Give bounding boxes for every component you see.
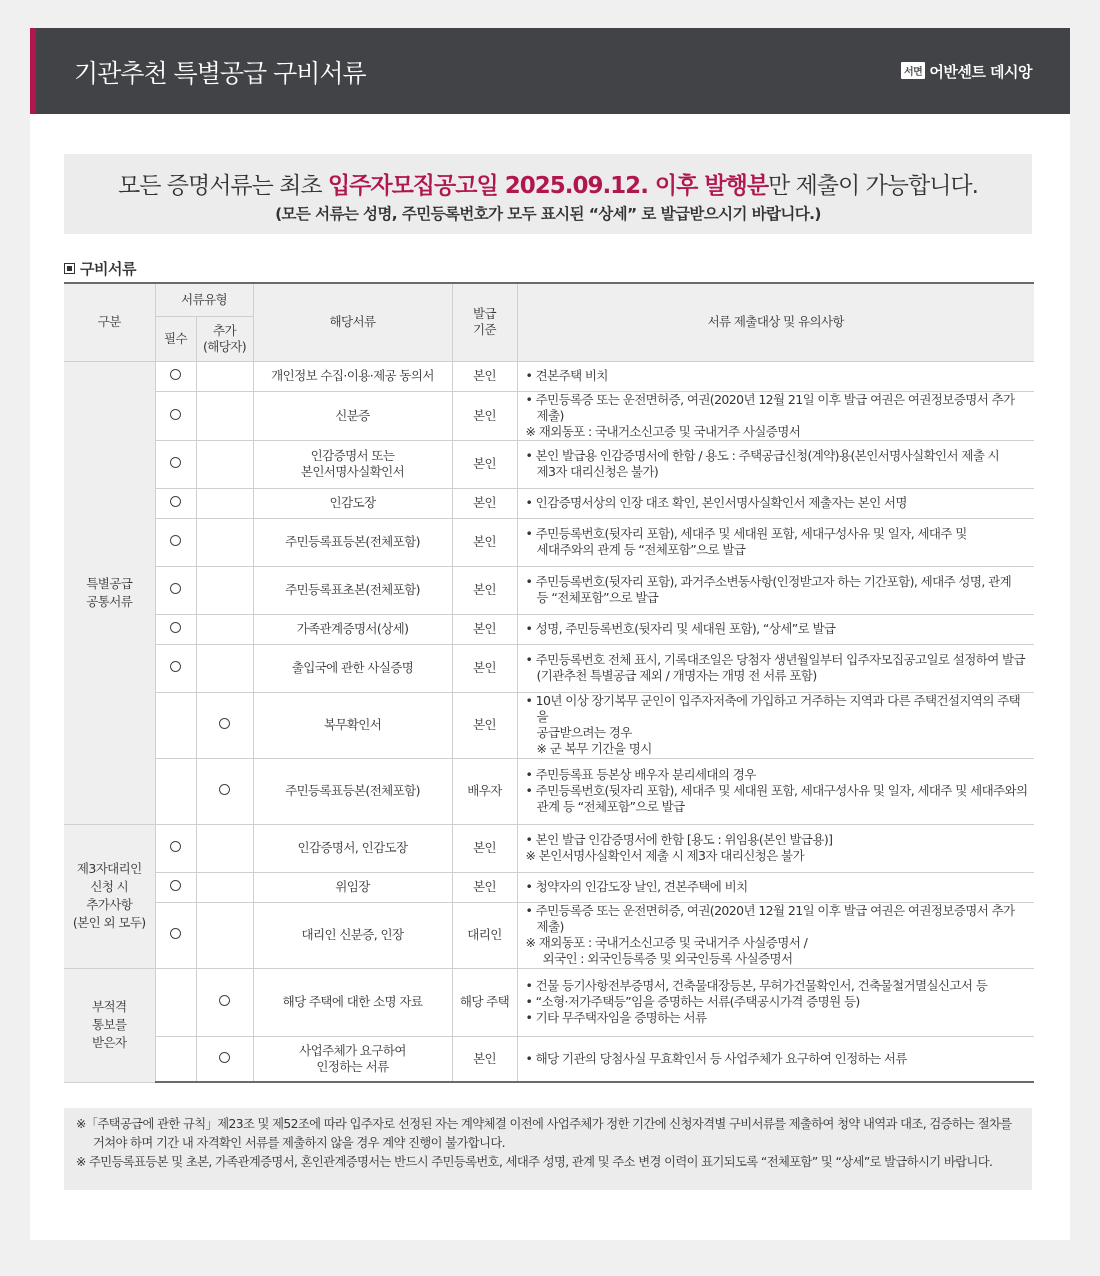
note-line: • 인감증명서상의 인장 대조 확인, 본인서명사실확인서 제출자는 본인 서명 [525, 495, 907, 510]
notes-cell [517, 361, 1034, 391]
issue-basis: 본인 [452, 488, 517, 518]
header-required: 필수 [155, 316, 196, 361]
document-name-line: 인감도장 [329, 495, 376, 510]
note-line: • 해당 기관의 당첨사실 무효확인서 등 사업주체가 요구하여 인정하는 서류 [525, 1050, 907, 1066]
document-name-line: 가족관계증명서(상세) [296, 621, 409, 636]
additional-mark [196, 614, 253, 644]
header-category: 구분 [64, 283, 155, 361]
section-title-text: 구비서류 [80, 260, 136, 278]
document-name-line: 신분증 [335, 407, 370, 423]
required-mark [155, 824, 196, 872]
note-line: 공급받으려는 경우 [536, 725, 632, 740]
notes-cell [517, 1036, 1034, 1082]
header-additional-l2: (해당자) [203, 338, 246, 354]
document-name [253, 1036, 452, 1082]
document-name-line: 사업주체가 요구하여 [299, 1042, 406, 1058]
circle-icon [170, 409, 181, 420]
document-name [253, 391, 452, 440]
footer-notes [64, 1108, 1032, 1190]
circle-icon [219, 718, 230, 729]
issue-basis: 본인 [452, 391, 517, 440]
required-mark [155, 644, 196, 692]
additional-mark [196, 644, 253, 692]
document-name-line: 출입국에 관한 사실증명 [291, 660, 414, 675]
required-mark [155, 614, 196, 644]
required-mark [155, 518, 196, 566]
notes-cell [517, 440, 1034, 488]
document-name [253, 968, 452, 1036]
header-issuer-l2: 기준 [473, 322, 496, 338]
circle-icon [219, 784, 230, 795]
circle-icon [170, 369, 181, 380]
additional-mark [196, 902, 253, 968]
issue-basis: 본인 [452, 692, 517, 758]
category-ineligible [64, 968, 155, 1082]
note-line: • 청약자의 인감도장 날인, 견본주택에 비치 [525, 879, 748, 894]
additional-mark [196, 361, 253, 391]
note-line: • 본인 발급 인감증명서에 한함 [용도 : 위임용(본인 발급용)] [525, 832, 833, 847]
category-label-line: 통보를 [92, 1017, 127, 1032]
category-label-line: 공통서류 [86, 593, 133, 609]
category-label-line: 신청 시 [90, 879, 129, 894]
page-card [30, 28, 1070, 1240]
circle-icon [219, 995, 230, 1006]
page-title: 기관추천 특별공급 구비서류 [74, 59, 366, 88]
document-name [253, 902, 452, 968]
document-name-line: 주민등록표등본(전체포함) [285, 534, 420, 549]
required-mark [155, 968, 196, 1036]
category-label-line: 받은자 [92, 1035, 127, 1050]
issue-basis: 본인 [452, 518, 517, 566]
notes-cell [517, 968, 1034, 1036]
note-line: • 주민등록번호(뒷자리 포함), 과거주소변동사항(인정받고자 하는 기간포함), 세대주 성명, 관계 [525, 574, 1012, 589]
document-name-line: 인정하는 서류 [316, 1058, 389, 1074]
circle-icon [170, 535, 181, 546]
additional-mark [196, 566, 253, 614]
header-issuer [452, 283, 517, 361]
note-line: • 주민등록증 또는 운전면허증, 여권(2020년 12월 21일 이후 발급 여권은 여권정보증명서 추가 제출) [525, 391, 1015, 423]
documents-table [64, 282, 1034, 1083]
circle-icon [170, 457, 181, 468]
additional-mark [196, 968, 253, 1036]
additional-mark [196, 440, 253, 488]
issue-basis: 배우자 [452, 758, 517, 824]
category-proxy [64, 824, 155, 968]
notice-text-post: 만 제출이 가능합니다. [768, 173, 978, 199]
document-name [253, 692, 452, 758]
notes-cell [517, 872, 1034, 902]
square-bullet-icon [64, 263, 75, 274]
required-mark [155, 566, 196, 614]
document-name [253, 566, 452, 614]
circle-icon [170, 496, 181, 507]
note-line: • 성명, 주민등록번호(뒷자리 및 세대원 포함), “상세”로 발급 [525, 621, 836, 636]
note-line: • “소형·저가주택등”임을 증명하는 서류(주택공시가격 증명원 등) [525, 994, 860, 1009]
note-line: • 주민등록번호(뒷자리 포함), 세대주 및 세대원 포함, 세대구성사유 및 일자, 세대주 및 세대주와의 [525, 783, 1028, 798]
document-name [253, 614, 452, 644]
document-name-line: 인감증명서, 인감도장 [297, 840, 408, 855]
required-mark [155, 361, 196, 391]
note-line: ※ 재외동포 : 국내거소신고증 및 국내거주 사실증명서 [525, 423, 801, 439]
required-mark [155, 391, 196, 440]
brand-logo [901, 61, 1032, 82]
footer-note-2: ※ 주민등록표등본 및 초본, 가족관계증명서, 혼인관계증명서는 반드시 주민등록번호, 세대주 성명, 관계 및 주소 변경 이력이 표기되도록 “전체포함” 및 “상세”로 발급하시기 바랍니다. [76, 1155, 993, 1169]
document-name-line: 인감증명서 또는 [310, 448, 395, 463]
footer-note-1: ※「주택공급에 관한 규칙」제23조 및 제52조에 따라 입주자로 선정된 자는 계약체결 이전에 사업주체가 정한 기간에 신청자격별 구비서류를 제출하여 청약 내역과 대조, 검증하는 절차를 거쳐야 하며 기간 내 자격확인 서류를 제출하지 않을 경우 계약 진행이 불가합니다. [76, 1117, 1012, 1150]
note-line: • 주민등록표 등본상 배우자 분리세대의 경우 [525, 767, 756, 782]
notes-cell [517, 644, 1034, 692]
document-name-line: 위임장 [335, 879, 370, 894]
note-line: (기관추천 특별공급 제외 / 개명자는 개명 전 서류 포함) [536, 668, 817, 683]
additional-mark [196, 1036, 253, 1082]
document-name-line: 복무확인서 [323, 717, 382, 732]
document-name [253, 758, 452, 824]
header-notes: 서류 제출대상 및 유의사항 [517, 283, 1034, 361]
issue-basis: 해당 주택 [452, 968, 517, 1036]
document-name [253, 644, 452, 692]
document-name-line: 대리인 신분증, 인장 [301, 927, 404, 942]
note-line: • 주민등록번호(뒷자리 포함), 세대주 및 세대원 포함, 세대구성사유 및 일자, 세대주 및 [525, 526, 967, 541]
category-label-line: 특별공급 [86, 575, 133, 591]
required-mark [155, 902, 196, 968]
header-additional [196, 316, 253, 361]
notes-cell [517, 518, 1034, 566]
note-line: • 본인 발급용 인감증명서에 한함 / 용도 : 주택공급신청(계약)용(본인서명사실확인서 제출 시 [525, 448, 1000, 463]
required-mark [155, 1036, 196, 1082]
document-name [253, 872, 452, 902]
issue-basis: 대리인 [452, 902, 517, 968]
additional-mark [196, 872, 253, 902]
notes-cell [517, 692, 1034, 758]
notes-cell [517, 391, 1034, 440]
document-name [253, 361, 452, 391]
document-name [253, 518, 452, 566]
circle-icon [170, 880, 181, 891]
notes-cell [517, 758, 1034, 824]
header-doc-type: 서류유형 [155, 283, 253, 316]
issue-basis: 본인 [452, 644, 517, 692]
notes-cell [517, 488, 1034, 518]
document-name [253, 440, 452, 488]
section-title [64, 258, 136, 279]
note-line: ※ 본인서명사실확인서 제출 시 제3자 대리신청은 불가 [525, 848, 804, 863]
additional-mark [196, 518, 253, 566]
notice-banner [64, 154, 1032, 234]
note-line: 제3자 대리신청은 불가) [536, 464, 659, 479]
issue-basis: 본인 [452, 361, 517, 391]
notice-text-pre: 모든 증명서류는 최초 [118, 173, 328, 199]
issue-basis: 본인 [452, 872, 517, 902]
required-mark [155, 488, 196, 518]
additional-mark [196, 391, 253, 440]
document-name-line: 주민등록표등본(전체포함) [285, 783, 420, 798]
required-mark [155, 440, 196, 488]
additional-mark [196, 824, 253, 872]
issue-basis: 본인 [452, 566, 517, 614]
document-name-line: 해당 주택에 대한 소명 자료 [282, 994, 423, 1009]
note-line: • 기타 무주택자임을 증명하는 서류 [525, 1010, 707, 1025]
notice-line-2: (모든 서류는 성명, 주민등록번호가 모두 표시된 “상세” 로 발급받으시기 바랍니다.) [275, 205, 821, 223]
circle-icon [170, 928, 181, 939]
required-mark [155, 872, 196, 902]
issue-basis: 본인 [452, 614, 517, 644]
notes-cell [517, 824, 1034, 872]
issue-basis: 본인 [452, 440, 517, 488]
document-name [253, 488, 452, 518]
header-accent-bar [30, 28, 36, 114]
notes-cell [517, 902, 1034, 968]
note-line: 등 “전체포함”으로 발급 [536, 590, 659, 605]
note-line: • 10년 이상 장기복무 군인이 입주자저축에 가입하고 거주하는 지역과 다른 주택건설지역의 주택을 [525, 693, 1021, 724]
category-label-line: 추가사항 [86, 897, 133, 912]
circle-icon [170, 622, 181, 633]
document-name [253, 824, 452, 872]
notes-cell [517, 614, 1034, 644]
header-document: 해당서류 [253, 283, 452, 361]
circle-icon [170, 841, 181, 852]
category-common [64, 361, 155, 824]
additional-mark [196, 488, 253, 518]
required-mark [155, 692, 196, 758]
header-issuer-l1: 발급 [473, 306, 496, 322]
brand-badge: 서면 [901, 62, 925, 79]
additional-mark [196, 692, 253, 758]
issue-basis: 본인 [452, 824, 517, 872]
note-line: • 견본주택 비치 [525, 368, 608, 383]
document-name-line: 주민등록표초본(전체포함) [285, 582, 420, 597]
circle-icon [219, 1052, 230, 1063]
document-name-line: 개인정보 수집·이용·제공 동의서 [271, 368, 434, 383]
required-mark [155, 758, 196, 824]
issue-basis: 본인 [452, 1036, 517, 1082]
circle-icon [170, 583, 181, 594]
note-line: • 주민등록증 또는 운전면허증, 여권(2020년 12월 21일 이후 발급 여권은 여권정보증명서 추가 제출) [525, 903, 1015, 934]
category-label-line: 부적격 [92, 999, 127, 1014]
note-line: ※ 군 복무 기간을 명시 [536, 741, 652, 756]
document-name-line: 본인서명사실확인서 [300, 464, 405, 479]
category-label-line: 제3자대리인 [76, 861, 142, 876]
notes-cell [517, 566, 1034, 614]
category-label-line: (본인 외 모두) [72, 915, 146, 930]
note-line: ※ 재외동포 : 국내거소신고증 및 국내거주 사실증명서 / [525, 935, 808, 950]
circle-icon [170, 661, 181, 672]
notice-highlight: 입주자모집공고일 2025.09.12. 이후 발행분 [327, 173, 769, 199]
note-line: • 건물 등기사항전부증명서, 건축물대장등본, 무허가건물확인서, 건축물철거멸실신고서 등 [525, 978, 988, 993]
note-line: 외국인 : 외국인등록증 및 외국인등록 사실증명서 [542, 951, 793, 966]
note-line: 관계 등 “전체포함”으로 발급 [536, 799, 685, 814]
brand-name: 어반센트 데시앙 [929, 63, 1032, 81]
page-header [30, 28, 1070, 114]
header-additional-l1: 추가 [213, 322, 236, 338]
note-line: 세대주와의 관계 등 “전체포함”으로 발급 [536, 542, 746, 557]
additional-mark [196, 758, 253, 824]
notice-line-1 [64, 167, 1032, 200]
note-line: • 주민등록번호 전체 표시, 기록대조일은 당첨자 생년월일부터 입주자모집공고일로 설정하여 발급 [525, 652, 1026, 667]
